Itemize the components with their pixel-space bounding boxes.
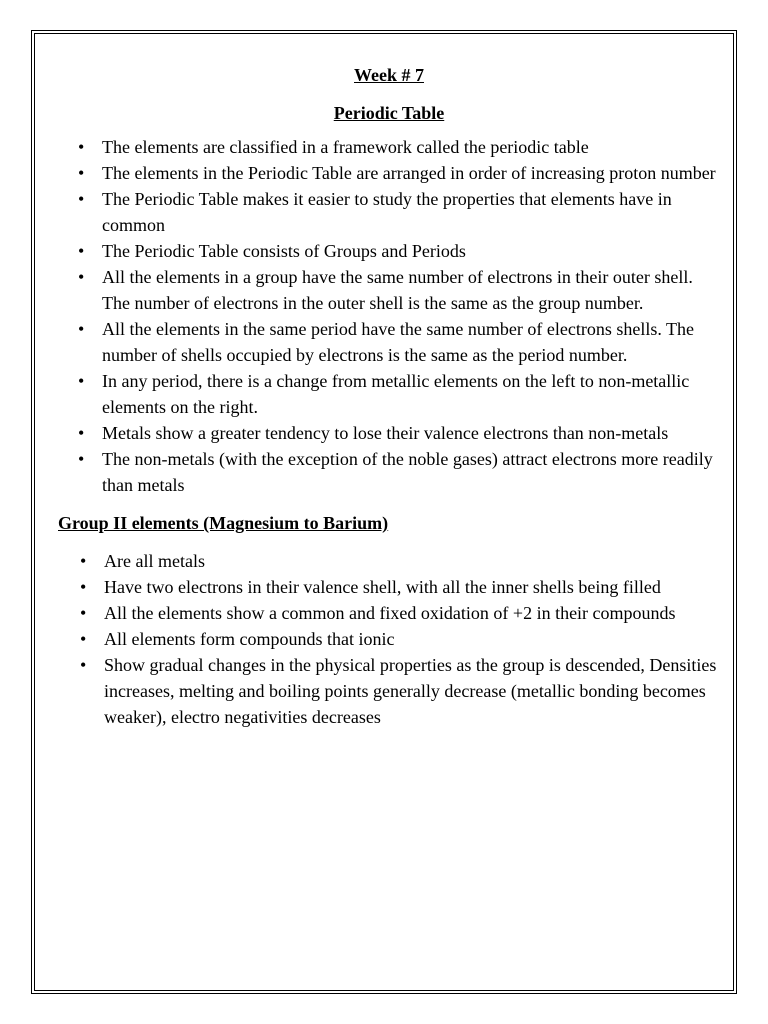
list-item: • The Periodic Table makes it easier to study the properties that elements have in common: [54, 186, 724, 238]
list-item: • In any period, there is a change from metallic elements on the left to non-metallic elements on the right.: [54, 368, 724, 420]
week-heading: Week # 7: [354, 65, 424, 85]
list-item: • Metals show a greater tendency to lose their valence electrons than non-metals: [54, 420, 724, 446]
list-item: • The elements in the Periodic Table are arranged in order of increasing proton number: [54, 160, 724, 186]
document-body: [54, 62, 724, 730]
list-item: • Have two electrons in their valence shell, with all the inner shells being filled: [54, 574, 724, 600]
list-item: • The elements are classified in a framework called the periodic table: [54, 134, 724, 160]
list-item: • All the elements in a group have the same number of electrons in their outer shell. The number of electrons in the outer shell is the same as the group number.: [54, 264, 724, 316]
list-item: • All the elements in the same period have the same number of electrons shells. The number of shells occupied by electrons is the same as the period number.: [54, 316, 724, 368]
list-item: • The Periodic Table consists of Groups and Periods: [54, 238, 724, 264]
list-item: • Show gradual changes in the physical properties as the group is descended, Densities increases, melting and boiling points generally decrease (metallic bonding becomes weaker), electro negativities decreases: [54, 652, 724, 730]
page-title: Periodic Table: [333, 103, 445, 123]
section-title-group-ii: Group II elements (Magnesium to Barium): [58, 513, 389, 533]
group-ii-list: [54, 548, 724, 730]
periodic-table-list: [54, 134, 724, 498]
list-item: • Are all metals: [54, 548, 724, 574]
list-item: • The non-metals (with the exception of the noble gases) attract electrons more readily than metals: [54, 446, 724, 498]
list-item: • All the elements show a common and fixed oxidation of +2 in their compounds: [54, 600, 724, 626]
list-item: • All elements form compounds that ionic: [54, 626, 724, 652]
